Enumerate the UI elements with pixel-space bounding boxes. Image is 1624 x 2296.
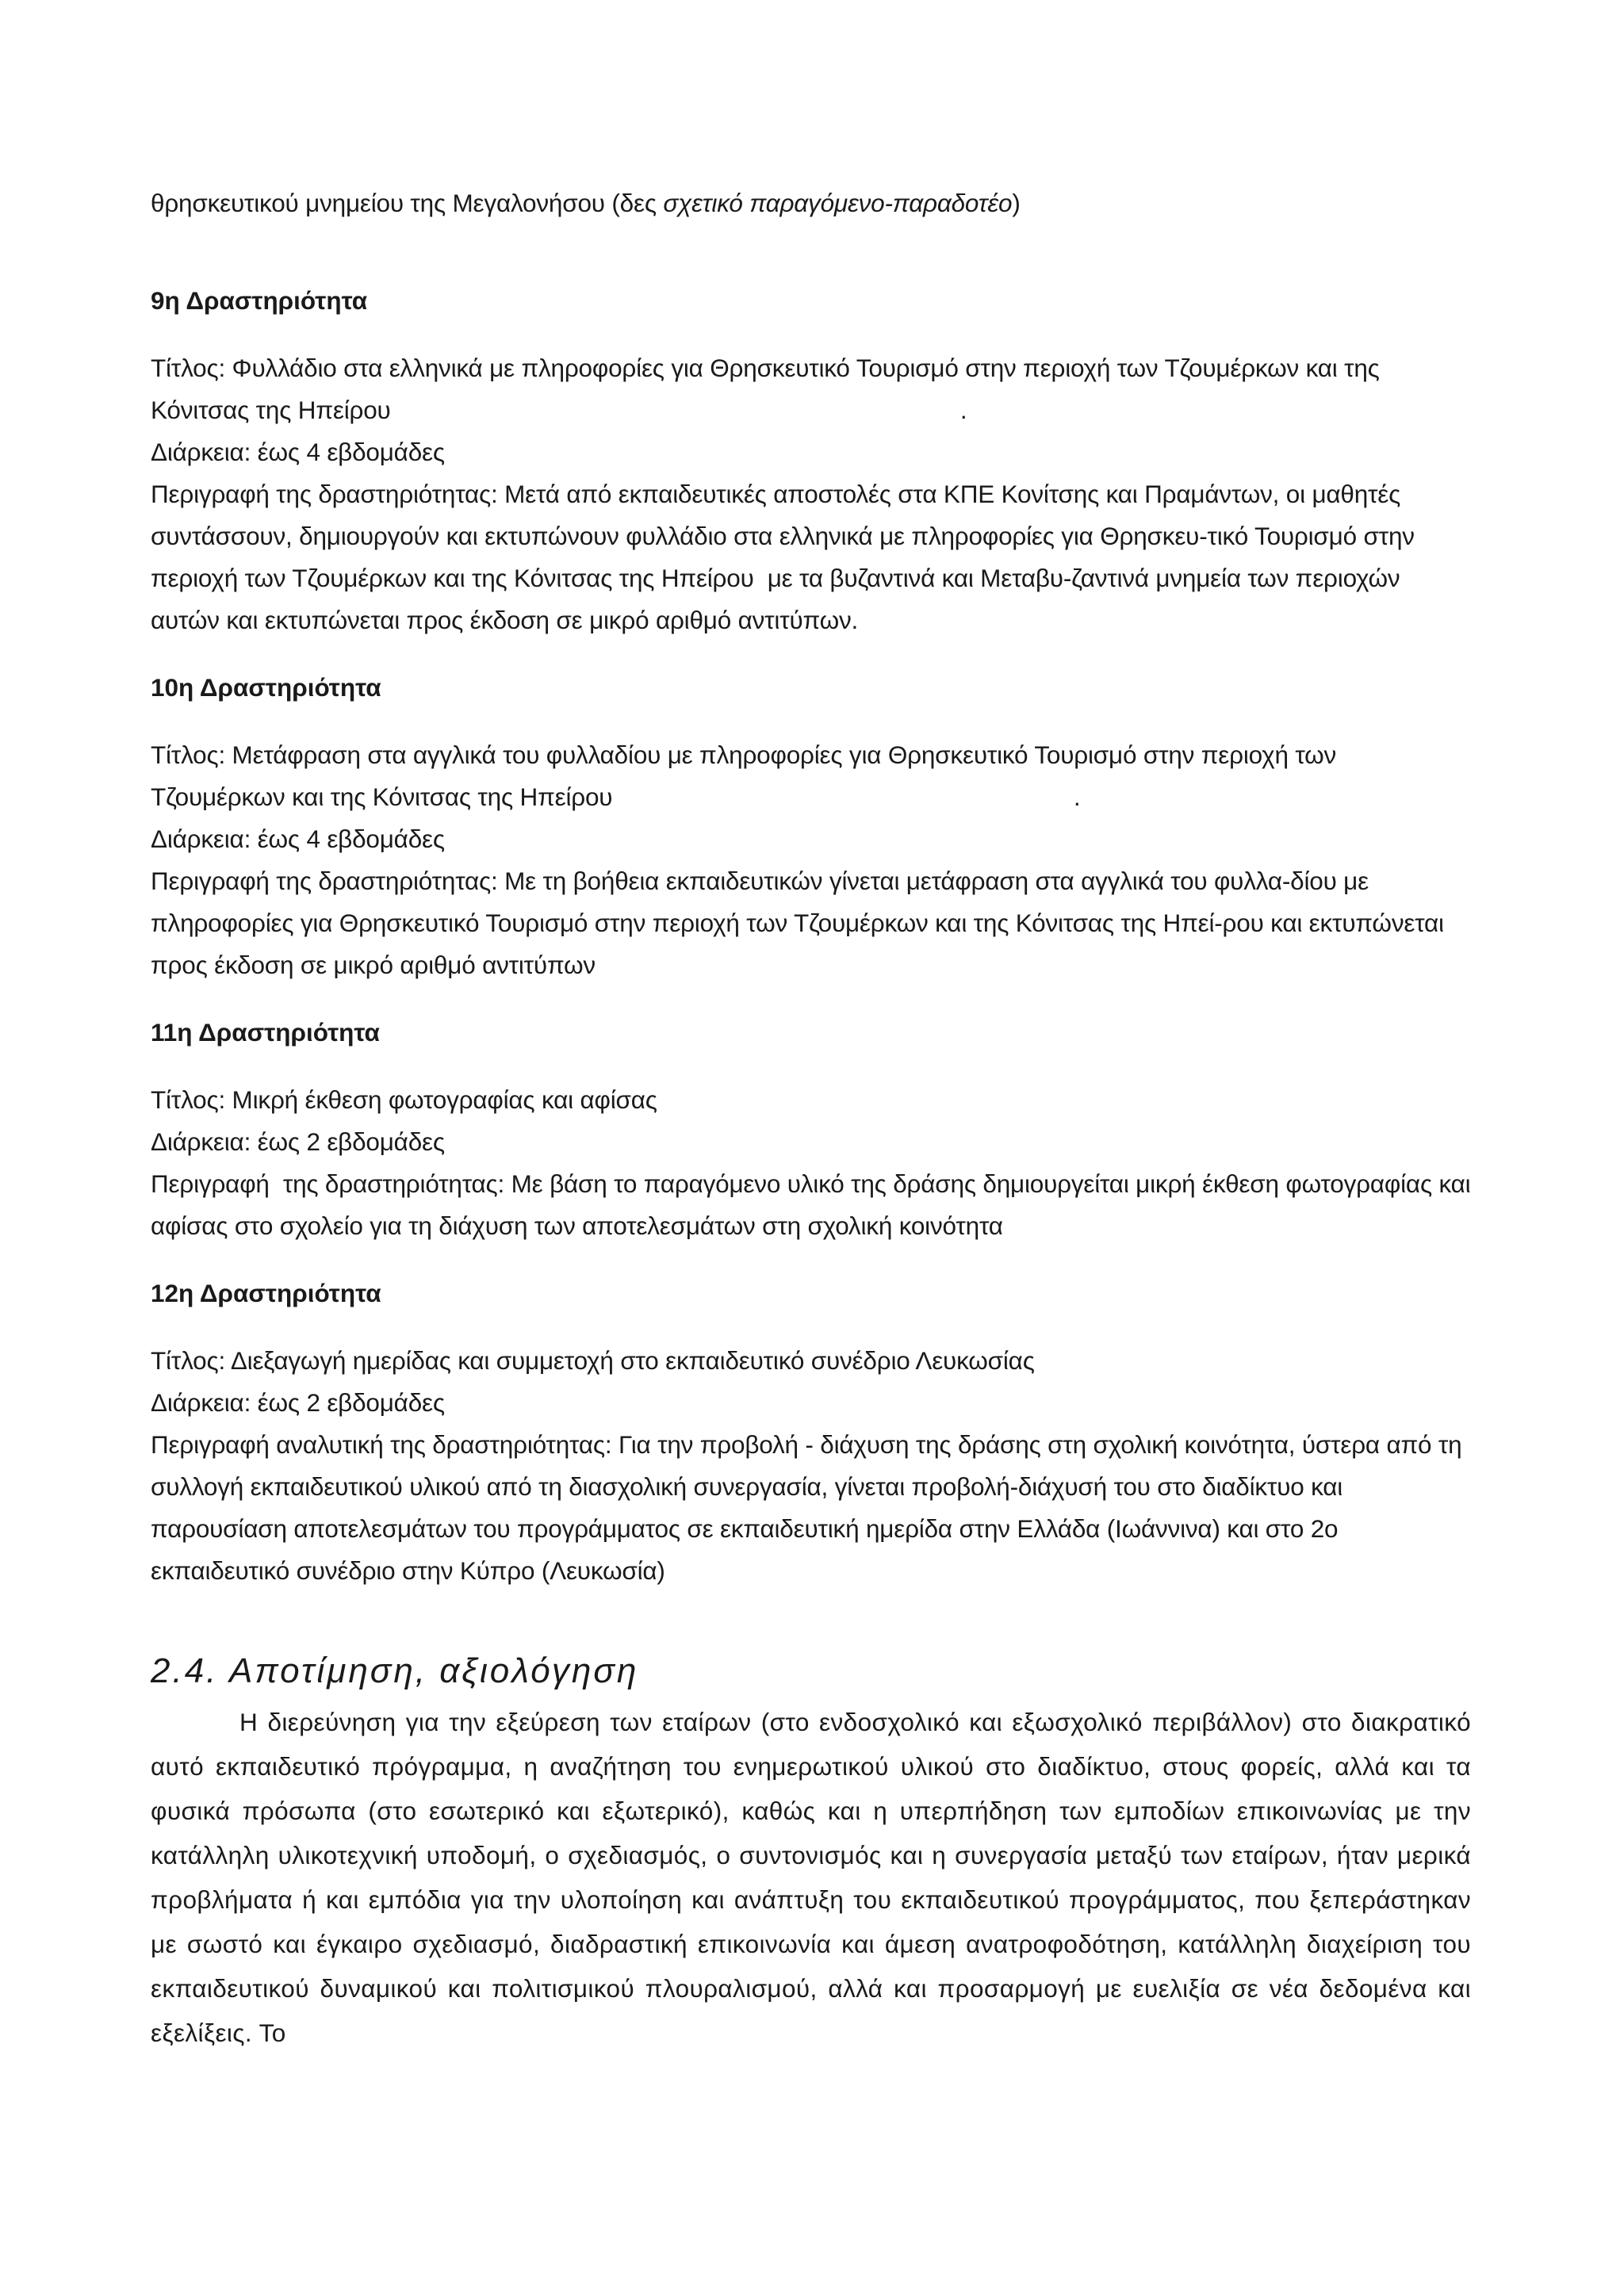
- activity-description: Περιγραφή αναλυτική της δραστηριότητας: Για την προβολή - διάχυση της δράσης στη σχολική κοινότητα, ύστερα από τη συλλογή εκπαιδευτικού υλικού από τη διασχολική συνεργασία, γίνεται προβολή-διάχυσή του στο διαδίκτυο και παρουσίαση αποτελεσμάτων του προγράμματος σε εκπαιδευτική ημερίδα στην Ελλάδα (Ιωάννινα) και στο 2ο εκπαιδευτικό συνέδριο στην Κύπρο (Λευκωσία): [151, 1430, 1469, 1585]
- section-body: Η διερεύνηση για την εξεύρεση των εταίρων (στο ενδοσχολικό και εξωσχολικό περιβάλλον) στο διακρατικό αυτό εκπαιδευτικό πρόγραμμα, η αναζήτηση του ενημερωτικού υλικού στο διαδίκτυο, στους φορείς, αλλά και τα φυσικά πρόσωπα (στο εσωτερικό και εξωτερικό), καθώς και η υπερπήδηση των εμποδίων επικοινωνίας με την κατάλληλη υλικοτεχνική υποδομή, ο σχεδιασμός, ο συντονισμός και η συνεργασία μεταξύ των εταίρων, ήταν μερικά προβλήματα ή και εμπόδια για την υλοποίηση και ανάπτυξη του εκπαιδευτικού προγράμματος, που ξεπεράστηκαν με σωστό και έγκαιρο σχεδιασμό, διαδραστική επικοινωνία και άμεση ανατροφοδότηση, κατάλληλη διαχείριση του εκπαιδευτικού δυναμικού και πολιτισμικού πλουραλισμού, αλλά και προσαρμογή με ευελιξία σε νέα δεδομένα και εξελίξεις. Το: [151, 1708, 1471, 2047]
- activity-duration: Διάρκεια: έως 4 εβδομάδες: [151, 825, 445, 853]
- activity-heading: 10η Δραστηριότητα: [151, 673, 381, 702]
- activity-block: [151, 1079, 1478, 1247]
- activity-block: [151, 734, 1471, 986]
- document-page: [151, 182, 1478, 2055]
- activity-description: Περιγραφή της δραστηριότητας: Μετά από εκπαιδευτικές αποστολές στα ΚΠΕ Κονίτσης και Πραμάντων, οι μαθητές συντάσσουν, δημιουργούν και εκτυπώνουν φυλλάδιο στα ελληνικά με πληροφορίες για Θρησκευ-τικό Τουρισμό στην περιοχή των Τζουμέρκων και της Κόνιτσας της Ηπείρου με τα βυζαντινά και Μεταβυ-ζαντινά μνημεία των περιοχών αυτών και εκτυπώνεται προς έκδοση σε μικρό αριθμό αντιτύπων.: [151, 480, 1422, 634]
- intro-italic-text: σχετικό παραγόμενο-παραδοτέο: [663, 189, 1013, 217]
- activity-title: Τίτλος: Μετάφραση στα αγγλικά του φυλλαδίου με πληροφορίες για Θρησκευτικό Τουρισμό στην περιοχή των Τζουμέρκων και της Κόνιτσας της Ηπείρου .: [151, 740, 1343, 811]
- section-title: 2.4. Αποτίμηση, αξιολόγηση: [151, 1651, 639, 1690]
- intro-text: θρησκευτικού μνημείου της Μεγαλονήσου (δες: [151, 189, 664, 217]
- activity-duration: Διάρκεια: έως 2 εβδομάδες: [151, 1127, 445, 1156]
- intro-text-end: ): [1012, 189, 1021, 217]
- activity-heading: 9η Δραστηριότητα: [151, 286, 368, 315]
- activity-heading: 12η Δραστηριότητα: [151, 1279, 381, 1307]
- activity-title: Τίτλος: Φυλλάδιο στα ελληνικά με πληροφορίες για Θρησκευτικό Τουρισμό στην περιοχή των Τζουμέρκων και της Κόνιτσας της Ηπείρου .: [151, 354, 1387, 424]
- activity-title: Τίτλος: Διεξαγωγή ημερίδας και συμμετοχή στο εκπαιδευτικό συνέδριο Λευκωσίας: [151, 1346, 1035, 1375]
- activity-duration: Διάρκεια: έως 4 εβδομάδες: [151, 438, 445, 466]
- activity-description: Περιγραφή της δραστηριότητας: Με βάση το παραγόμενο υλικό της δράσης δημιουργείται μικρή έκθεση φωτογραφίας και αφίσας στο σχολείο για τη διάχυση των αποτελεσμάτων στη σχολική κοινότητα: [151, 1169, 1478, 1240]
- intro-line: [151, 182, 1471, 224]
- activity-duration: Διάρκεια: έως 2 εβδομάδες: [151, 1388, 445, 1417]
- activity-description: Περιγραφή της δραστηριότητας: Με τη βοήθεια εκπαιδευτικών γίνεται μετάφραση στα αγγλικά του φυλλα-δίου με πληροφορίες για Θρησκευτικό Τουρισμό στην περιοχή των Τζουμέρκων και της Κόνιτσας της Ηπεί-ρου και εκτυπώνεται προς έκδοση σε μικρό αριθμό αντιτύπων: [151, 867, 1451, 979]
- activity-title: Τίτλος: Μικρή έκθεση φωτογραφίας και αφίσας: [151, 1085, 657, 1114]
- activity-block: [151, 347, 1471, 641]
- activity-block: [151, 1340, 1471, 1592]
- activity-heading: 11η Δραστηριότητα: [151, 1018, 380, 1047]
